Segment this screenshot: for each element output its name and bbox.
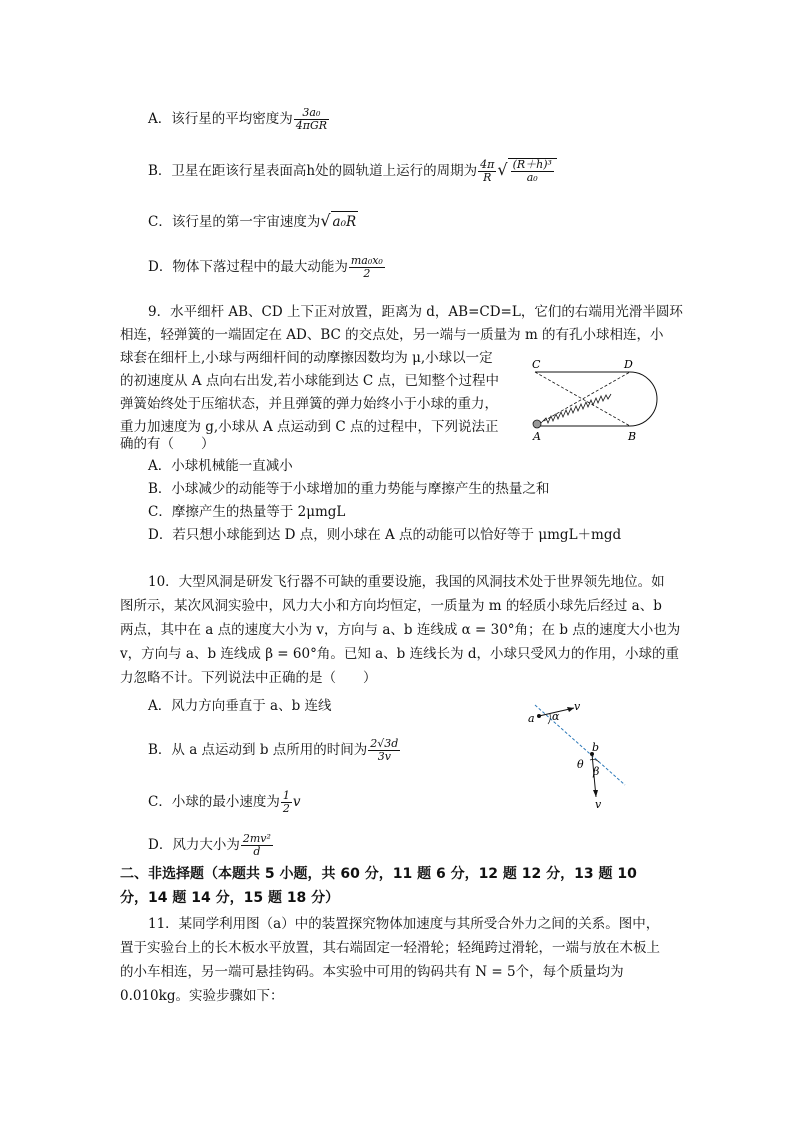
q8-option-b: B．卫星在距该行星表面高h处的圆轨道上运行的周期为 $\frac{4\pi}{R}$ √ $\frac{\text{(R＋h)³}}{\text{a₀}}$ — [148, 158, 557, 184]
q9-fig-label-d: D — [624, 358, 633, 371]
q10-option-d — [148, 833, 274, 858]
q9-line-2: 相连，轻弹簧的一端固定在 AD、BC 的交点处，另一端与一质量为 m 的有孔小球相连，小 — [120, 327, 664, 343]
q11-line-1: 11．某同学利用图（a）中的装置探究物体加速度与其所受合外力之间的关系。图中， — [148, 916, 660, 932]
q9-line-1: 9．水平细杆 AB、CD 上下正对放置，距离为 d，AB=CD=L，它们的右端用光滑半圆环 — [148, 304, 683, 320]
q9-line-5: 弹簧始终处于压缩状态，并且弹簧的弹力始终小于小球的重力， — [120, 396, 498, 412]
q10-line-1: 10．大型风洞是研发飞行器不可缺的重要设施，我国的风洞技术处于世界领先地位。如 — [148, 574, 665, 590]
q10-fig-label-beta: β — [593, 765, 600, 778]
q8-option-a-text: A．该行星的平均密度为 — [148, 111, 293, 127]
frac-numerator: 1 — [282, 789, 290, 802]
q10-option-a: A．风力方向垂直于 a、b 连线 — [148, 698, 332, 714]
q10-fig-label-b: b — [592, 741, 600, 754]
q10-fig-label-theta: θ — [577, 758, 584, 771]
q9-line-7: 确的有（ ） — [120, 436, 215, 452]
q10-option-c-fraction — [281, 790, 292, 815]
q9-line-3: 球套在细杆上,小球与两细杆间的动摩擦因数均为 μ,小球以一定 — [120, 350, 493, 366]
q10-option-d-text: D．风力大小为 — [148, 837, 240, 853]
frac-numerator: 2√3d — [370, 737, 399, 750]
section-2-heading-line-2: 分，14 题 14 分，15 题 18 分） — [120, 890, 340, 906]
q11-line-4: 0.010kg。实验步骤如下： — [120, 988, 284, 1004]
q10-fig-label-v1: v — [574, 700, 581, 713]
q8-option-a-fraction — [294, 107, 329, 132]
q9-figure — [520, 350, 670, 450]
q11-line-2: 置于实验台上的长木板水平放置，其右端固定一轻滑轮；轻绳跨过滑轮，一端与放在木板上 — [120, 940, 660, 956]
q10-option-c-text: C．小球的最小速度为 — [148, 794, 280, 810]
q9-option-b: B．小球减少的动能等于小球增加的重力势能与摩擦产生的热量之和 — [148, 481, 550, 497]
frac-denominator: 2 — [282, 802, 290, 815]
q10-line-2: 图所示，某次风洞实验中，风力大小和方向均恒定，一质量为 m 的轻质小球先后经过 a、b — [120, 598, 662, 614]
frac-numerator: 3a₀ — [294, 107, 329, 120]
frac-numerator: ma₀x₀ — [350, 254, 383, 267]
q10-line-3: 两点，其中在 a 点的速度大小为 v，方向与 a、b 连线成 α = 30°角；在 b 点的速度大小也为 — [120, 622, 681, 638]
q9-line-4: 的初速度从 A 点向右出发,若小球能到达 C 点，已知整个过程中 — [120, 373, 500, 389]
q9-fig-label-b: B — [628, 430, 637, 443]
q10-option-c-tail: v — [292, 794, 301, 810]
section-2-heading-line-1: 二、非选择题（本题共 5 小题，共 60 分，11 题 6 分，12 题 12 分，13 题 10 — [120, 866, 637, 882]
q10-line-4: v，方向与 a、b 连线成 β = 60°角。已知 a、b 连线长为 d，小球只受风力的作用，小球的重 — [120, 646, 680, 662]
q8-option-d — [148, 255, 386, 280]
q10-figure — [520, 700, 635, 810]
frac-denominator: a₀ — [526, 171, 538, 184]
q9-option-d: D．若只想小球能到达 D 点，则小球在 A 点的动能可以恰好等于 μmgL＋mgd — [148, 527, 622, 543]
frac-numerator: 4π — [480, 158, 495, 171]
q8-option-b-radicand — [508, 158, 557, 184]
q10-fig-label-v2: v — [595, 798, 602, 810]
q8-option-b-coef — [478, 159, 496, 184]
q8-option-a — [148, 107, 330, 132]
q8-option-c-text: C．该行星的第一宇宙速度为 — [148, 214, 321, 230]
q10-line-5: 力忽略不计。下列说法中正确的是（ ） — [120, 670, 377, 686]
q8-option-c-radicand: a₀R — [331, 211, 359, 232]
frac-numerator: 2mv² — [242, 832, 271, 845]
frac-numerator: (R＋h)³ — [512, 158, 552, 171]
q11-line-3: 的小车相连，另一端可悬挂钩码。本实验中可用的钩码共有 N = 5个，每个质量均为 — [120, 964, 624, 980]
q10-option-b-text: B．从 a 点运动到 b 点所用的时间为 — [148, 742, 368, 758]
q9-option-a: A．小球机械能一直减小 — [148, 458, 293, 474]
q10-option-b — [148, 738, 401, 763]
frac-denominator: 3v — [377, 750, 391, 763]
q8-option-d-fraction — [349, 255, 385, 280]
q8-option-b-text: B．卫星在距该行星表面高h处的圆轨道上运行的周期为 — [148, 163, 478, 179]
frac-denominator: d — [253, 845, 261, 858]
q9-fig-label-a: A — [533, 430, 541, 443]
q8-option-d-text: D．物体下落过程中的最大动能为 — [148, 259, 348, 275]
frac-denominator: R — [483, 171, 492, 184]
q10-fig-label-alpha: α — [552, 710, 560, 723]
q8-option-c: C．该行星的第一宇宙速度为√ a₀R — [148, 211, 357, 230]
frac-denominator: 2 — [363, 267, 371, 280]
q10-option-c — [148, 790, 300, 815]
q10-option-d-fraction — [241, 833, 273, 858]
q9-fig-label-c: C — [532, 358, 541, 371]
q9-option-c: C．摩擦产生的热量等于 2μmgL — [148, 504, 346, 520]
frac-denominator: 4πGR — [295, 119, 328, 132]
q9-line-6: 重力加速度为 g,小球从 A 点运动到 C 点的过程中，下列说法正 — [120, 419, 499, 435]
q10-fig-label-a: a — [528, 712, 535, 725]
q10-option-b-fraction — [368, 738, 400, 763]
